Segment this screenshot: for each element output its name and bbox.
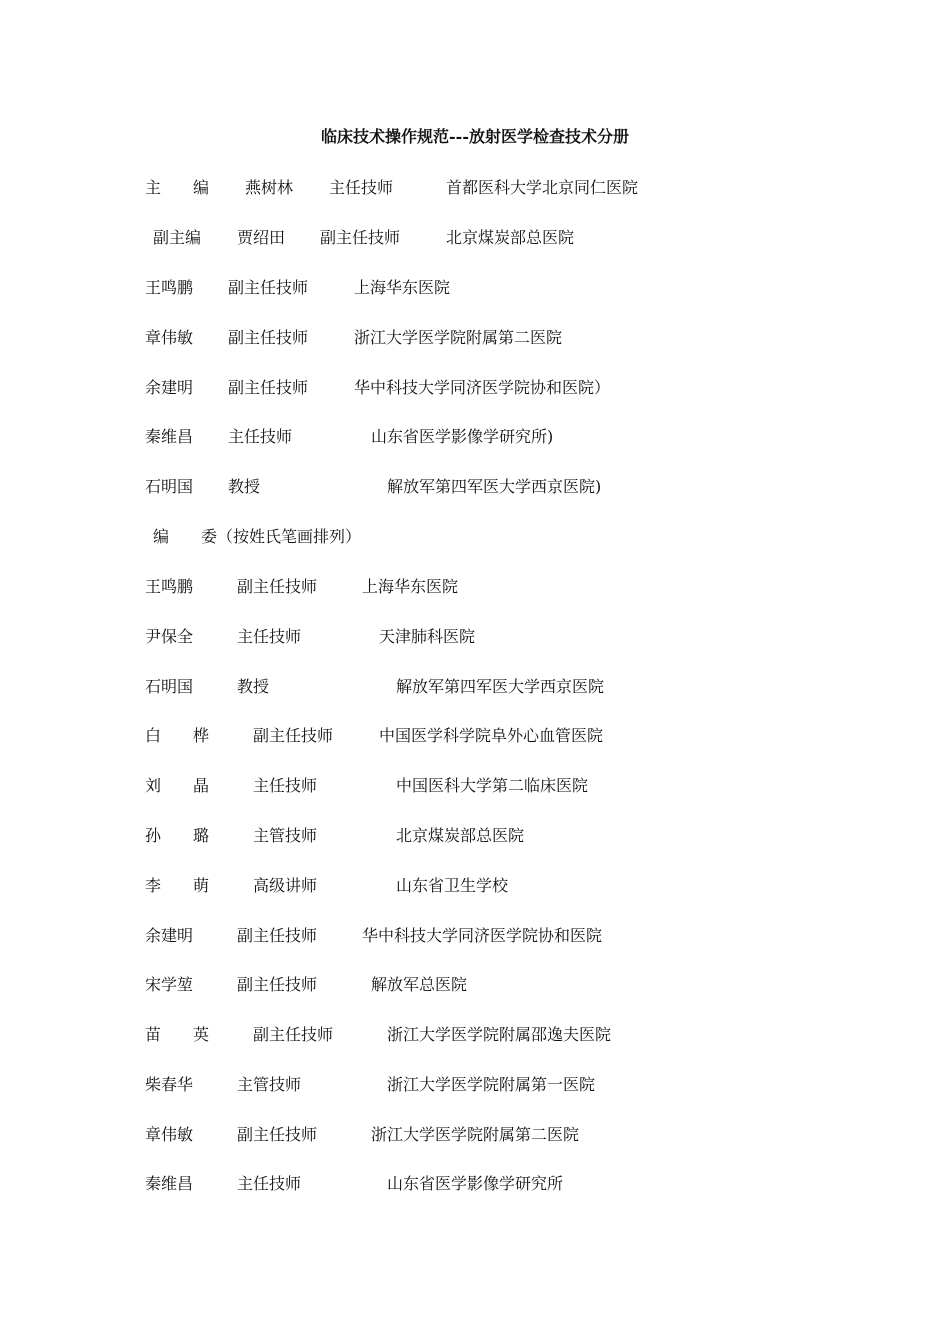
committee-member-line	[0, 1074, 950, 1096]
person-position: 副主任技师	[237, 577, 318, 596]
committee-member-line	[0, 925, 950, 947]
person-institution: 华中科技大学同济医学院协和医院）	[354, 378, 611, 397]
person-name: 石明国	[145, 477, 194, 496]
person-name: 燕树林	[245, 178, 294, 197]
person-name: 苗 英	[145, 1025, 210, 1044]
person-institution: 中国医学科学院阜外心血管医院	[379, 726, 604, 745]
person-name: 章伟敏	[145, 1125, 194, 1144]
person-institution: 中国医科大学第二临床医院	[396, 776, 589, 795]
editor-in-chief-line	[0, 177, 950, 199]
role-label: 主 编	[145, 178, 210, 197]
committee-member-line	[0, 1124, 950, 1146]
committee-member-line	[0, 974, 950, 996]
person-institution: 上海华东医院	[362, 577, 459, 596]
person-name: 秦维昌	[145, 427, 194, 446]
committee-member-line	[0, 1024, 950, 1046]
person-institution: 浙江大学医学院附属第二医院	[371, 1125, 580, 1144]
person-institution: 北京煤炭部总医院	[396, 826, 525, 845]
person-institution: 天津肺科医院	[379, 627, 476, 646]
person-name: 王鸣鹏	[145, 278, 194, 297]
committee-member-line	[0, 676, 950, 698]
committee-member-line	[0, 775, 950, 797]
committee-member-line	[0, 626, 950, 648]
person-position: 主管技师	[237, 1075, 302, 1094]
committee-member-line	[0, 825, 950, 847]
deputy-editor-line	[0, 377, 950, 399]
committee-heading: 编 委（按姓氏笔画排列）	[153, 527, 362, 546]
person-institution: 山东省医学影像学研究所	[387, 1174, 564, 1193]
deputy-editor-line	[0, 227, 950, 249]
committee-member-line	[0, 576, 950, 598]
person-name: 余建明	[145, 926, 194, 945]
deputy-editor-line	[0, 277, 950, 299]
person-position: 副主任技师	[237, 926, 318, 945]
committee-member-line	[0, 875, 950, 897]
person-position: 主任技师	[253, 776, 318, 795]
person-name: 孙 璐	[145, 826, 210, 845]
person-position: 副主任技师	[320, 228, 401, 247]
person-position: 副主任技师	[253, 1025, 334, 1044]
person-position: 副主任技师	[228, 328, 309, 347]
person-name: 贾绍田	[237, 228, 286, 247]
person-name: 白 桦	[145, 726, 210, 745]
person-position: 教授	[237, 677, 270, 696]
page-title: 临床技术操作规范---放射医学检查技术分册	[321, 127, 629, 146]
person-position: 副主任技师	[228, 378, 309, 397]
deputy-editor-line	[0, 426, 950, 448]
committee-member-line	[0, 1173, 950, 1195]
person-name: 章伟敏	[145, 328, 194, 347]
person-position: 副主任技师	[237, 1125, 318, 1144]
deputy-editor-line	[0, 327, 950, 349]
person-name: 余建明	[145, 378, 194, 397]
deputy-editor-line	[0, 476, 950, 498]
person-institution: 山东省卫生学校	[396, 876, 509, 895]
person-position: 高级讲师	[253, 876, 318, 895]
person-name: 秦维昌	[145, 1174, 194, 1193]
committee-member-line	[0, 725, 950, 747]
person-institution: 北京煤炭部总医院	[446, 228, 575, 247]
person-position: 主任技师	[228, 427, 293, 446]
person-institution: 浙江大学医学院附属第一医院	[387, 1075, 596, 1094]
person-position: 副主任技师	[228, 278, 309, 297]
person-name: 李 萌	[145, 876, 210, 895]
person-position: 主任技师	[237, 627, 302, 646]
person-name: 柴春华	[145, 1075, 194, 1094]
person-position: 主管技师	[253, 826, 318, 845]
committee-heading-line	[0, 526, 950, 548]
role-label: 副主编	[153, 228, 202, 247]
person-institution: 上海华东医院	[354, 278, 451, 297]
person-position: 主任技师	[237, 1174, 302, 1193]
person-position: 副主任技师	[237, 975, 318, 994]
person-institution: 山东省医学影像学研究所)	[371, 427, 554, 446]
person-institution: 首都医科大学北京同仁医院	[446, 178, 639, 197]
person-institution: 浙江大学医学院附属第二医院	[354, 328, 563, 347]
person-institution: 浙江大学医学院附属邵逸夫医院	[387, 1025, 612, 1044]
person-institution: 华中科技大学同济医学院协和医院	[362, 926, 603, 945]
person-position: 教授	[228, 477, 261, 496]
person-name: 王鸣鹏	[145, 577, 194, 596]
person-position: 副主任技师	[253, 726, 334, 745]
person-institution: 解放军第四军医大学西京医院	[396, 677, 605, 696]
person-name: 石明国	[145, 677, 194, 696]
person-institution: 解放军总医院	[371, 975, 468, 994]
person-institution: 解放军第四军医大学西京医院)	[387, 477, 602, 496]
person-name: 宋学堃	[145, 975, 194, 994]
person-name: 尹保全	[145, 627, 194, 646]
person-name: 刘 晶	[145, 776, 210, 795]
person-position: 主任技师	[329, 178, 394, 197]
